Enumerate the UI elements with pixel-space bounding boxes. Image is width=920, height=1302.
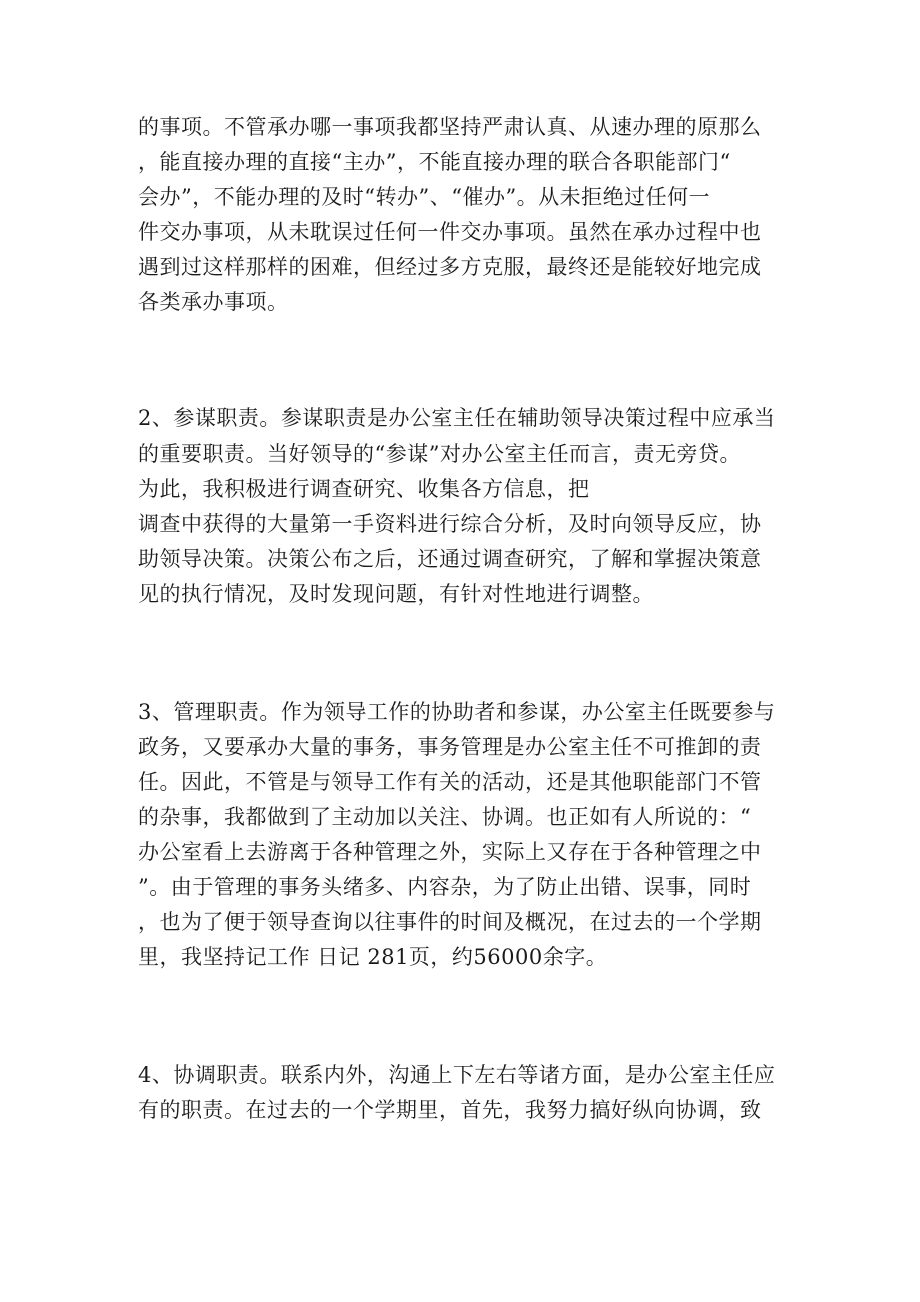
text-line: 2、参谋职责。参谋职责是办公室主任在辅助领导决策过程中应承当 xyxy=(138,406,776,430)
text-line: 各类承办事项。 xyxy=(138,290,289,314)
text-line: 件交办事项，从未耽误过任何一件交办事项。虽然在承办过程中也 xyxy=(138,220,762,244)
text-line: 见的执行情况，及时发现问题，有针对性地进行调整。 xyxy=(138,582,654,606)
text-line: 的杂事，我都做到了主动加以关注、协调。也正如有人所说的：“ xyxy=(138,805,752,829)
text-line: ，也为了便于领导查询以往事件的时间及概况，在过去的一个学期 xyxy=(138,910,762,934)
text-line: 的重要职责。当好领导的“参谋”对办公室主任而言，责无旁贷。 xyxy=(138,442,741,466)
text-line: 遇到过这样那样的困难，但经过多方克服，最终还是能较好地完成 xyxy=(138,255,762,279)
text-line: 为此，我积极进行调查研究、收集各方信息，把 xyxy=(138,477,590,501)
text-line: ”。由于管理的事务头绪多、内容杂，为了防止出错、误事，同时 xyxy=(138,875,752,899)
text-line: 办公室看上去游离于各种管理之外，实际上又存在于各种管理之中 xyxy=(138,840,762,864)
text-line: 调查中获得的大量第一手资料进行综合分析，及时向领导反应，协 xyxy=(138,512,762,536)
text-line: 的事项。不管承办哪一事项我都坚持严肃认真、从速办理的原那么 xyxy=(138,115,762,139)
text-line: 会办”，不能办理的及时“转办”、“催办”。从未拒绝过任何一 xyxy=(138,185,711,209)
text-line: 政务，又要承办大量的事务，事务管理是办公室主任不可推卸的责 xyxy=(138,735,762,759)
text-line: 助领导决策。决策公布之后，还通过调查研究，了解和掌握决策意 xyxy=(138,547,762,571)
text-line: 3、管理职责。作为领导工作的协助者和参谋，办公室主任既要参与 xyxy=(138,700,776,724)
text-line: ，能直接办理的直接“主办”，不能直接办理的联合各职能部门“ xyxy=(138,150,731,174)
text-line: 任。因此，不管是与领导工作有关的活动，还是其他职能部门不管 xyxy=(138,770,762,794)
text-line: 4、协调职责。联系内外，沟通上下左右等诸方面，是办公室主任应 xyxy=(138,1063,776,1087)
text-line: 有的职责。在过去的一个学期里，首先，我努力搞好纵向协调，致 xyxy=(138,1098,762,1122)
text-line: 里，我坚持记工作 日记 281页，约56000余字。 xyxy=(138,945,608,969)
